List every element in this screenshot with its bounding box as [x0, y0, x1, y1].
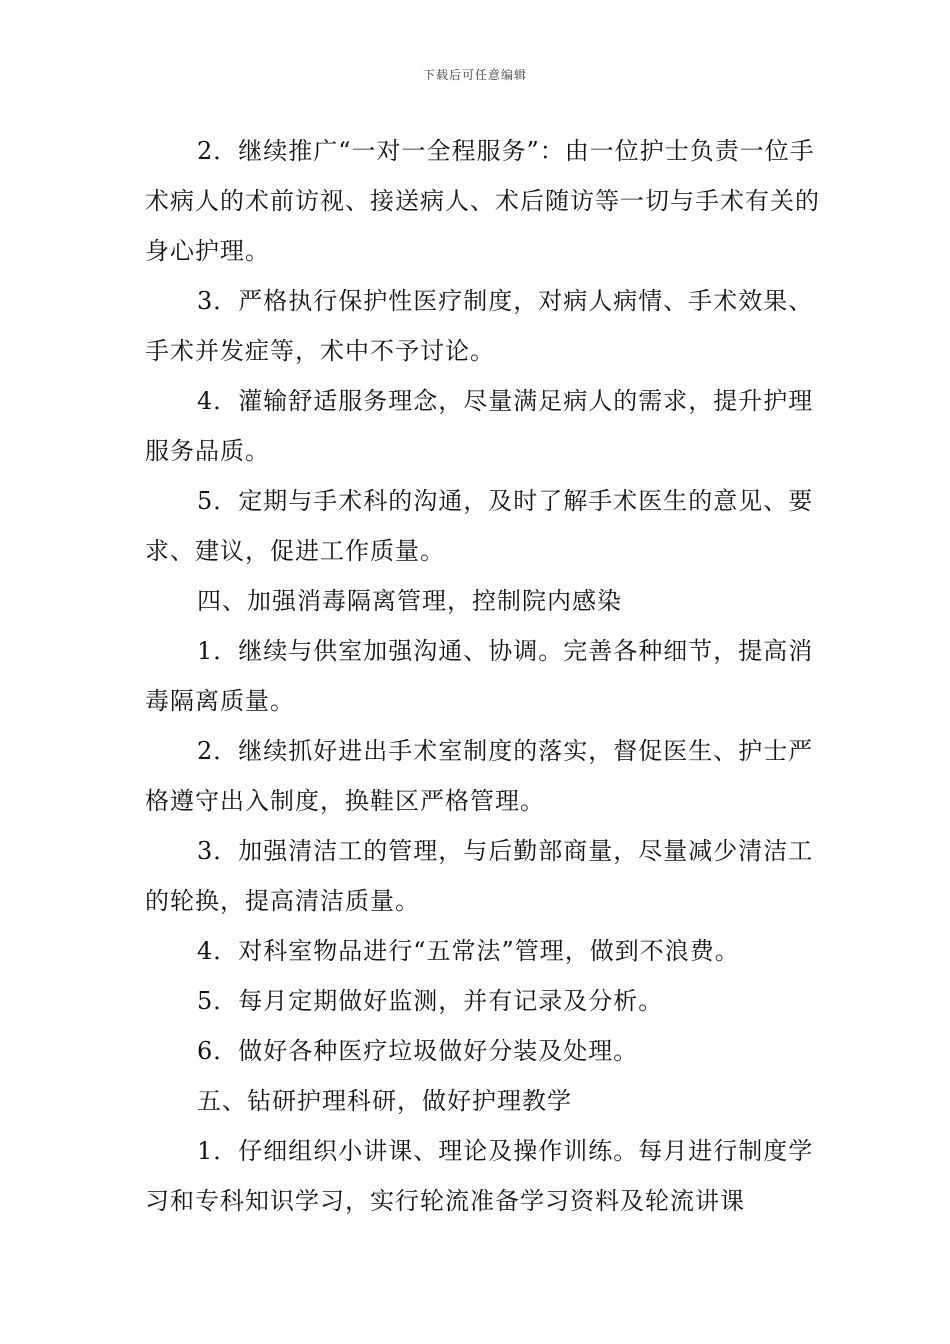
paragraph-item-4-comfort-service: 4．灌输舒适服务理念，尽量满足病人的需求，提升护理服务品质。 [145, 387, 814, 465]
paragraph-item-1-lectures-training: 1．仔细组织小讲课、理论及操作训练。每月进行制度学习和专科知识学习，实行轮流准备学习资料及轮流讲课 [145, 1137, 814, 1215]
paragraph-item-2-entry-exit-system: 2．继续抓好进出手术室制度的落实，督促医生、护士严格遵守出入制度，换鞋区严格管理。 [145, 737, 814, 815]
paragraph-item-1-supply-room: 1．继续与供室加强沟通、协调。完善各种细节，提高消毒隔离质量。 [145, 637, 814, 715]
paragraph-item-5-monitoring: 5．每月定期做好监测，并有记录及分析。 [197, 987, 664, 1015]
section-heading-disinfection: 四、加强消毒隔离管理，控制院内感染 [197, 587, 622, 615]
paragraph-item-6-medical-waste: 6．做好各种医疗垃圾做好分装及处理。 [197, 1037, 639, 1065]
paragraph-item-4-five-constants: 4．对科室物品进行“五常法”管理，做到不浪费。 [197, 937, 740, 965]
paragraph-item-3-cleaners: 3．加强清洁工的管理，与后勤部商量，尽量减少清洁工的轮换，提高清洁质量。 [145, 837, 814, 915]
page-header-note: 下载后可任意编辑 [422, 68, 527, 82]
paragraph-item-3-protective-medical-system: 3．严格执行保护性医疗制度，对病人病情、手术效果、手术并发症等，术中不予讨论。 [145, 287, 814, 365]
paragraph-item-5-surgical-communication: 5．定期与手术科的沟通，及时了解手术医生的意见、要求、建议，促进工作质量。 [145, 487, 814, 565]
section-heading-nursing-research: 五、钻研护理科研，做好护理教学 [197, 1087, 572, 1115]
paragraph-item-2-one-on-one-service: 2．继续推广“一对一全程服务”：由一位护士负责一位手术病人的术前访视、接送病人、术后随访等一切与手术有关的身心护理。 [145, 137, 820, 265]
document-body [145, 126, 825, 1226]
